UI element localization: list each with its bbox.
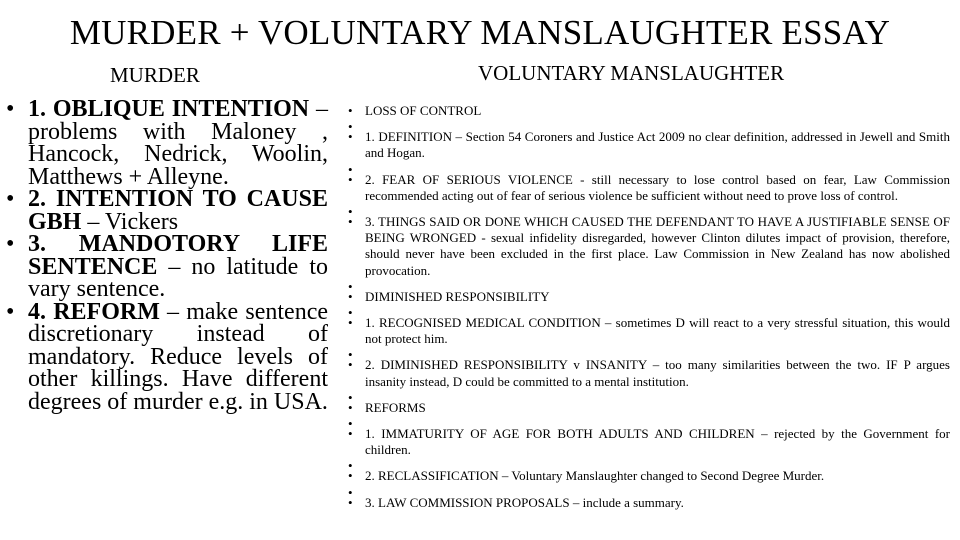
murder-item-lead: 1. OBLIQUE INTENTION bbox=[28, 96, 310, 122]
vm-item-things-said-or-done: • 3. THINGS SAID OR DONE WHICH CAUSED THE DEFENDANT TO HAVE A JUSTIFIABLE SENSE OF BEING WRONGED - sexual infidelity disregarded, however Clinton dilutes impact of provision, therefore, should never have been excluded in the first place. Law Commission in New Zealand has now abolished provocation. bbox=[348, 214, 950, 279]
murder-item-text: – Vickers bbox=[81, 208, 179, 235]
murder-item-lead: 4. REFORM bbox=[28, 298, 160, 325]
vm-item-dr-v-insanity: • 2. DIMINISHED RESPONSIBILITY v INSANITY – too many similarities between the two. IF P argues insanity instead, D could be committed to a mental institution. bbox=[348, 357, 950, 389]
spacer bbox=[348, 279, 950, 289]
spacer bbox=[348, 458, 950, 468]
murder-item-text: – make sentence discretionary instead of mandatory. Reduce levels of other killings. Have different degrees of murder e.g. in USA. bbox=[28, 298, 328, 415]
vm-item-reforms: • REFORMS bbox=[348, 400, 950, 416]
spacer bbox=[348, 162, 950, 172]
voluntary-manslaughter-list bbox=[348, 103, 950, 511]
murder-list bbox=[6, 98, 328, 413]
voluntary-manslaughter-heading: VOLUNTARY MANSLAUGHTER bbox=[478, 61, 785, 85]
vm-item-loss-of-control: • LOSS OF CONTROL bbox=[348, 103, 950, 119]
murder-item-intention-gbh bbox=[6, 188, 328, 233]
vm-item-fear-of-serious-violence: • 2. FEAR OF SERIOUS VIOLENCE - still necessary to lose control based on fear, Law Commission recommended acting out of fear of serious violence be sufficient without need to prove loss of control. bbox=[348, 172, 950, 204]
page-title: MURDER + VOLUNTARY MANSLAUGHTER ESSAY bbox=[69, 13, 891, 52]
spacer bbox=[348, 485, 950, 495]
murder-item-text: – problems with Maloney , Hancock, Nedrick, Woolin, Matthews + Alleyne. bbox=[28, 96, 329, 190]
murder-item-lead: 3. MANDOTORY LIFE SENTENCE bbox=[28, 231, 328, 280]
spacer bbox=[348, 347, 950, 357]
murder-item-oblique-intention bbox=[6, 98, 328, 188]
vm-item-diminished-responsibility: • DIMINISHED RESPONSIBILITY bbox=[348, 289, 950, 305]
vm-item-reclassification: • 2. RECLASSIFICATION – Voluntary Manslaughter changed to Second Degree Murder. bbox=[348, 468, 950, 484]
murder-heading: MURDER bbox=[110, 63, 200, 87]
murder-item-text: – no latitude to vary sentence. bbox=[28, 253, 328, 302]
vm-item-definition: • 1. DEFINITION – Section 54 Coroners and Justice Act 2009 no clear definition, addressed in Jewell and Smith and Hogan. bbox=[348, 129, 950, 161]
vm-item-recognised-medical-condition: • 1. RECOGNISED MEDICAL CONDITION – sometimes D will react to a very stressful situation, this would not protect him. bbox=[348, 315, 950, 347]
vm-item-immaturity-of-age: • 1. IMMATURITY OF AGE FOR BOTH ADULTS AND CHILDREN – rejected by the Government for children. bbox=[348, 426, 950, 458]
murder-item-reform bbox=[6, 298, 328, 415]
spacer bbox=[348, 390, 950, 400]
murder-item-mandatory-life-sentence bbox=[6, 233, 328, 301]
vm-item-law-commission-proposals: • 3. LAW COMMISSION PROPOSALS – include a summary. bbox=[348, 495, 950, 511]
murder-item-lead: 2. INTENTION TO CAUSE GBH bbox=[28, 186, 328, 235]
spacer bbox=[348, 305, 950, 315]
spacer bbox=[348, 416, 950, 426]
spacer bbox=[348, 204, 950, 214]
spacer bbox=[348, 119, 950, 129]
